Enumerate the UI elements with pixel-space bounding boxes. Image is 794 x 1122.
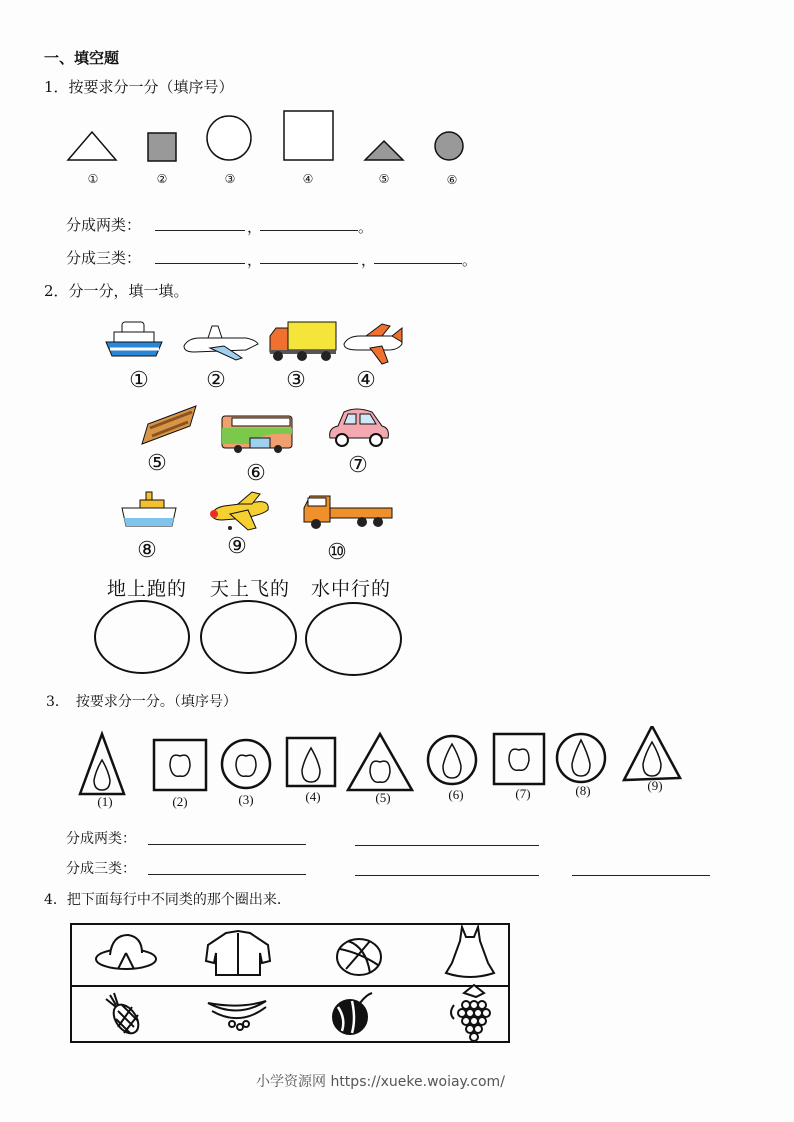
- airplane-icon: [180, 322, 260, 362]
- triangle-shape-5: [365, 141, 403, 160]
- period: 。: [462, 251, 478, 269]
- triangle-frame-icon: [624, 726, 680, 780]
- circle-shape-6: [435, 132, 463, 160]
- q1-three-label: 分成三类：: [66, 249, 142, 267]
- pear-icon: [443, 744, 461, 778]
- q3-two-blank-2[interactable]: [355, 845, 539, 846]
- steamship-icon: [120, 488, 180, 530]
- pear-icon: [302, 748, 320, 782]
- q1-shapes: [60, 108, 480, 168]
- comma: ，: [361, 251, 377, 269]
- q1-title: 1．按要求分一分（填序号）: [44, 78, 234, 96]
- truck-icon: [302, 492, 394, 532]
- rowboat-icon: [140, 404, 200, 448]
- vehicle-label-1: ①: [129, 368, 149, 393]
- square-frame-icon: [494, 734, 544, 784]
- q3-three-blank-2[interactable]: [355, 875, 539, 876]
- apple-icon: [509, 749, 529, 770]
- square-frame-icon: [154, 740, 206, 790]
- section-title: 一、填空题: [44, 49, 120, 67]
- fruit-label-5: (5): [375, 790, 391, 805]
- shape-label-6: ⑥: [446, 173, 458, 187]
- q3-three-label: 分成三类：: [66, 861, 136, 877]
- fruit-label-7: (7): [515, 786, 531, 801]
- airplane-icon: [208, 490, 274, 534]
- truck-icon: [268, 320, 338, 362]
- vehicle-label-5: ⑤: [147, 451, 167, 476]
- peas-icon: [208, 1001, 266, 1030]
- jacket-icon: [206, 931, 270, 975]
- apple-icon: [170, 755, 190, 776]
- bus-icon: [220, 414, 294, 454]
- basketball-icon: [337, 939, 381, 975]
- circle-frame-icon: [222, 740, 270, 788]
- vehicle-label-9: ⑨: [227, 534, 247, 559]
- fruit-label-8: (8): [575, 783, 591, 798]
- triangle-frame-icon: [80, 734, 124, 794]
- shape-label-4: ④: [302, 172, 314, 186]
- circle-shape-3: [207, 116, 251, 160]
- comma: ，: [247, 251, 263, 269]
- q1-two-blank-1[interactable]: [155, 230, 245, 231]
- period: 。: [358, 218, 374, 236]
- fruit-label-1: (1): [97, 794, 113, 809]
- fruit-label-4: (4): [305, 789, 321, 804]
- pear-icon: [94, 760, 110, 790]
- q3-fruit-shapes: [74, 726, 694, 796]
- q1-three-blank-3[interactable]: [374, 263, 462, 264]
- vehicle-label-8: ⑧: [137, 538, 157, 563]
- fruit-label-6: (6): [448, 787, 464, 802]
- answer-ellipse-water[interactable]: [305, 602, 402, 676]
- answer-ellipse-ground[interactable]: [94, 600, 190, 674]
- grapes-icon: [451, 985, 490, 1041]
- vehicle-label-10: ⑩: [327, 540, 347, 565]
- pear-icon: [572, 740, 590, 776]
- square-frame-icon: [287, 738, 335, 786]
- car-icon: [326, 406, 392, 448]
- shape-label-1: ①: [87, 172, 99, 186]
- shape-label-3: ③: [224, 172, 236, 186]
- q1-two-label: 分成两类：: [66, 216, 142, 234]
- group-label-sky: 天上飞的: [210, 578, 291, 600]
- hat-icon: [96, 935, 156, 969]
- apple-icon: [236, 755, 256, 776]
- triangle-shape-1: [68, 132, 116, 160]
- q3-three-blank-3[interactable]: [572, 875, 710, 876]
- shape-label-5: ⑤: [378, 172, 390, 186]
- q3-two-label: 分成两类：: [66, 831, 136, 847]
- dress-icon: [446, 927, 494, 977]
- q2-title: 2．分一分，填一填。: [44, 282, 189, 300]
- fruit-label-2: (2): [172, 794, 188, 809]
- q3-title: 3． 按要求分一分。（填序号）: [46, 694, 237, 710]
- vehicle-label-7: ⑦: [348, 453, 368, 478]
- square-shape-2: [148, 133, 176, 161]
- footer-watermark: 小学资源网 https://xueke.woiay.com/: [256, 1074, 505, 1090]
- q4-icons: [70, 923, 510, 1043]
- airplane-icon: [342, 322, 404, 366]
- q1-two-blank-2[interactable]: [260, 230, 358, 231]
- comma: ，: [247, 218, 263, 236]
- watermelon-icon: [333, 993, 372, 1034]
- shape-label-2: ②: [156, 172, 168, 186]
- vehicle-label-6: ⑥: [246, 461, 266, 486]
- answer-ellipse-sky[interactable]: [200, 600, 297, 674]
- vehicle-label-3: ③: [286, 368, 306, 393]
- square-shape-4: [284, 111, 333, 160]
- q1-three-blank-1[interactable]: [155, 263, 245, 264]
- q1-three-blank-2[interactable]: [260, 263, 358, 264]
- q3-two-blank-1[interactable]: [148, 844, 306, 845]
- ship-icon: [104, 318, 164, 360]
- group-label-ground: 地上跑的: [107, 578, 188, 600]
- q4-title: 4．把下面每行中不同类的那个圈出来.: [44, 892, 282, 908]
- apple-icon: [370, 761, 390, 782]
- fruit-label-3: (3): [238, 792, 254, 807]
- group-label-water: 水中行的: [311, 578, 392, 600]
- fruit-label-9: (9): [647, 778, 663, 793]
- q3-three-blank-1[interactable]: [148, 874, 306, 875]
- vehicle-label-2: ②: [206, 368, 226, 393]
- pineapple-icon: [106, 993, 143, 1038]
- vehicle-label-4: ④: [356, 368, 376, 393]
- pear-icon: [643, 742, 661, 776]
